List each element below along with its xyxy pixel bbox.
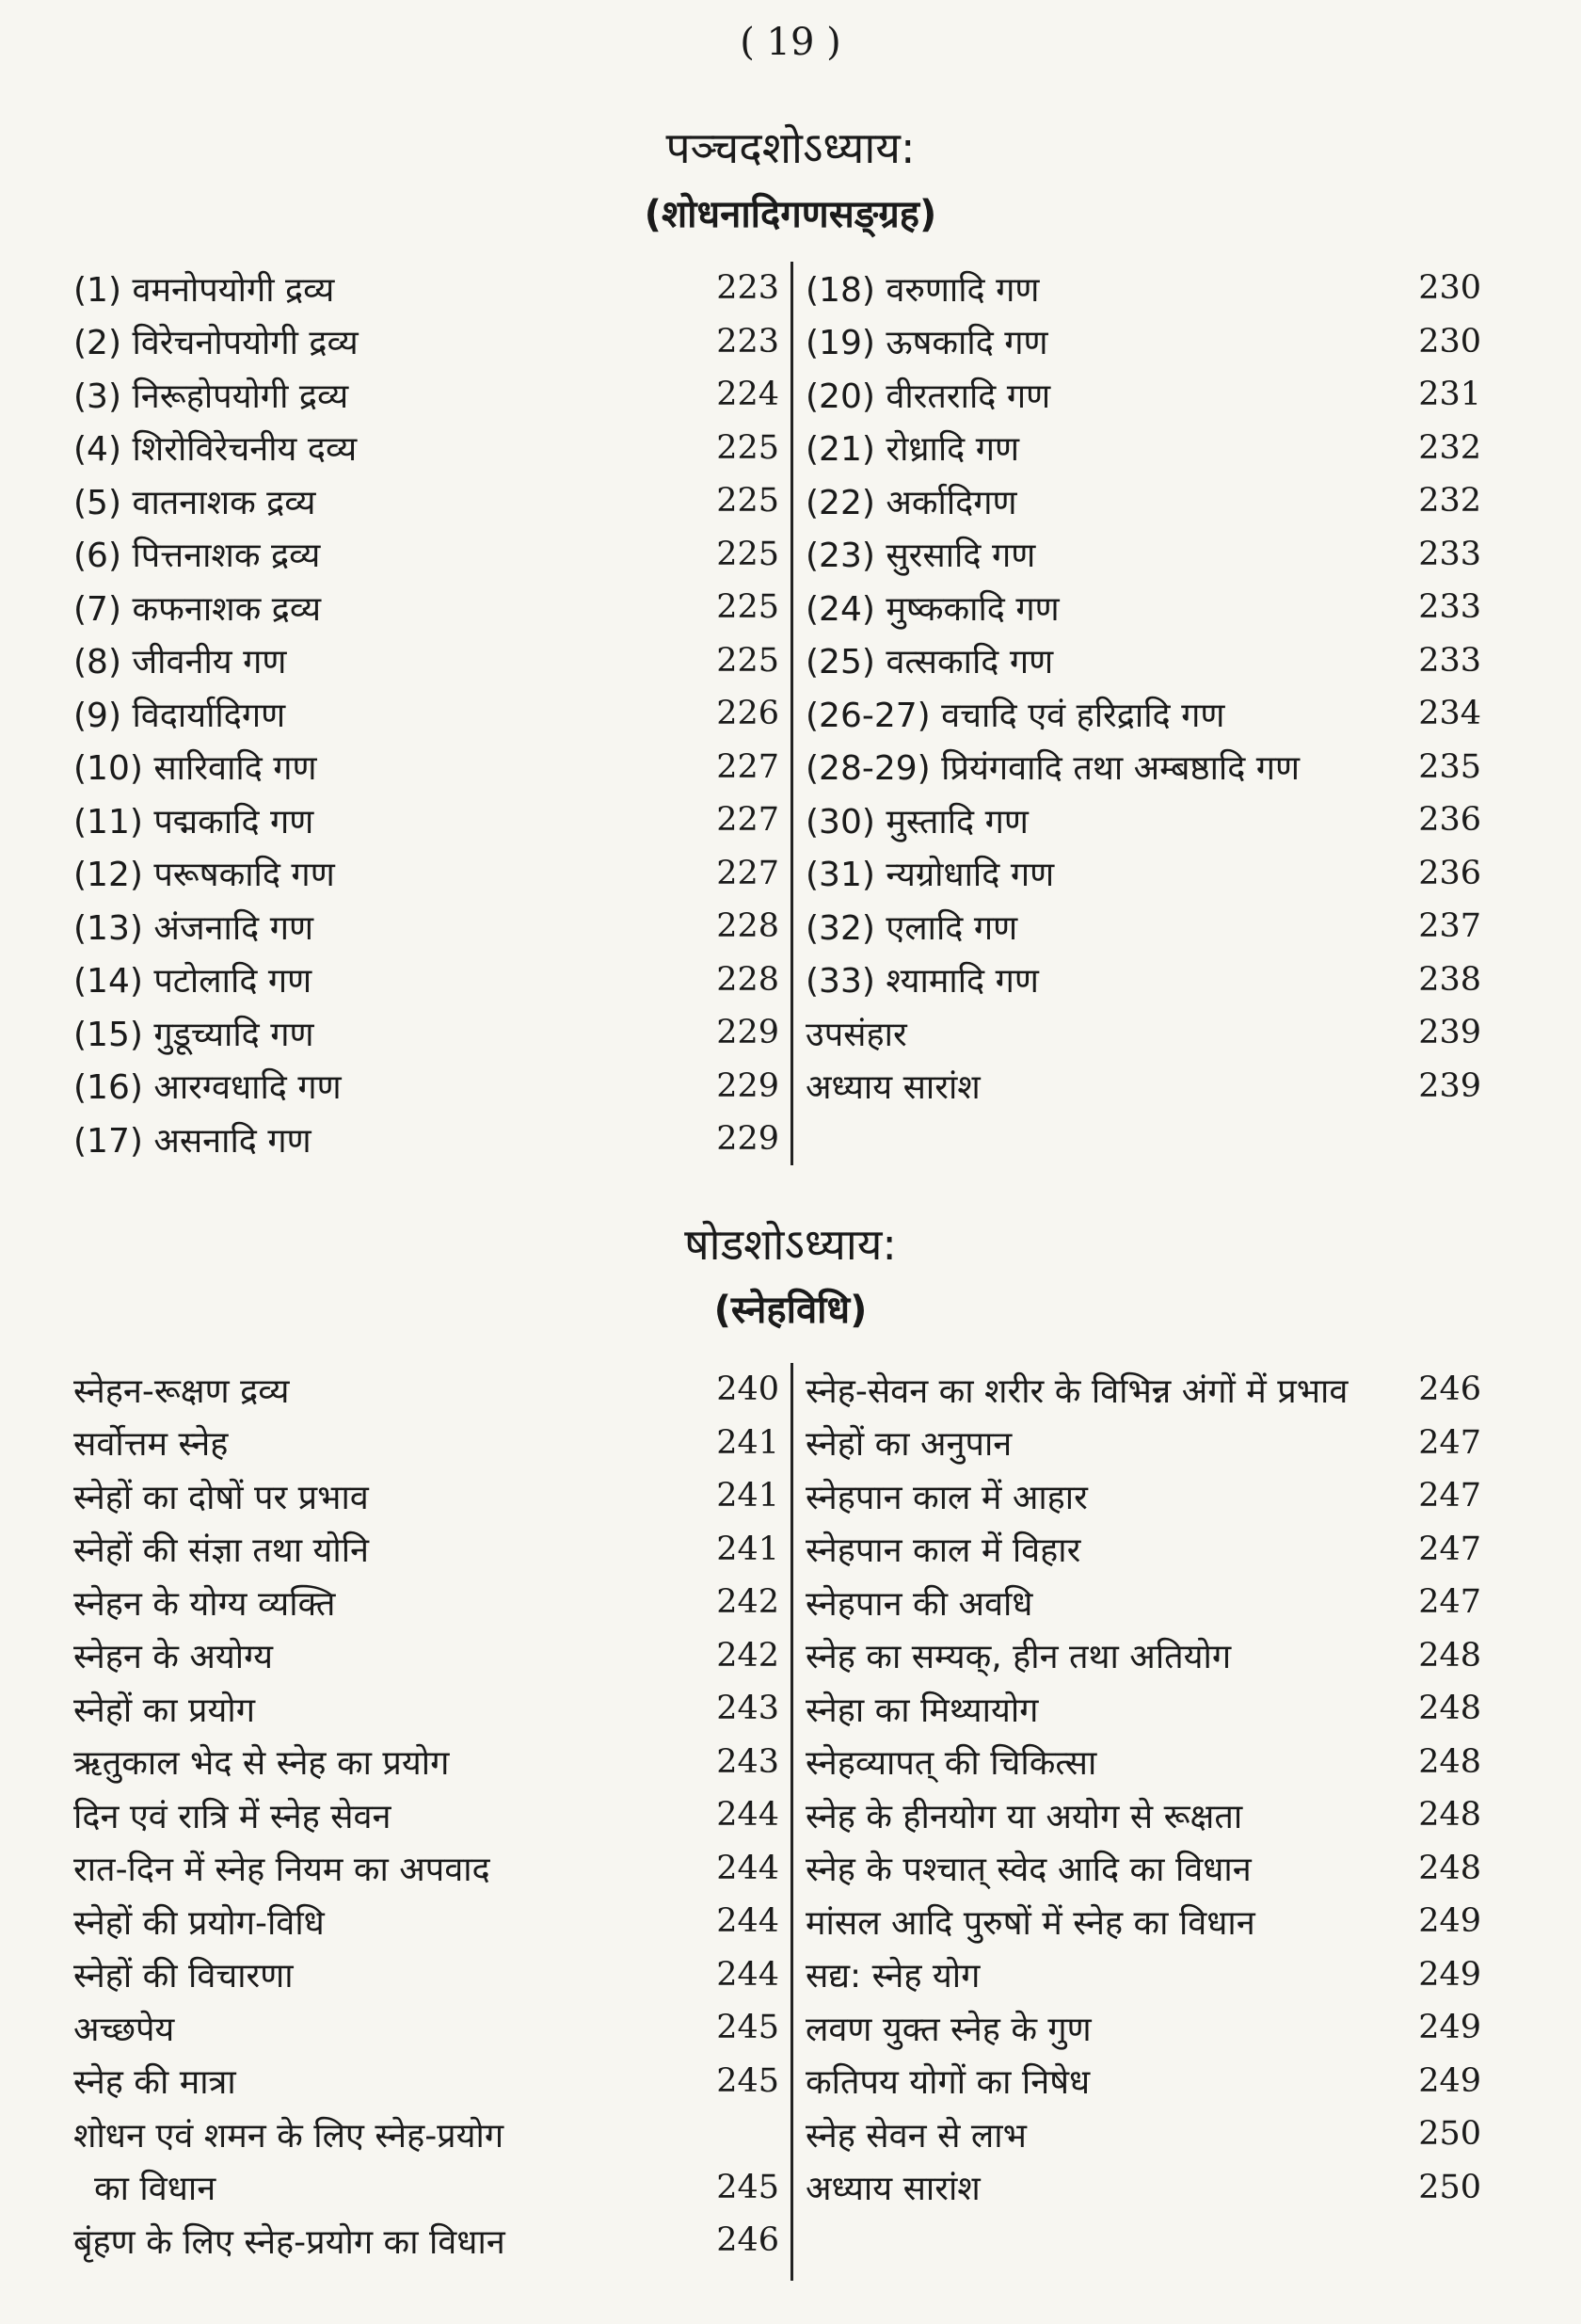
toc-entry-label: (2) विरेचनोपयोगी द्रव्य (73, 324, 359, 363)
toc-entry-page: 239 (1418, 1066, 1481, 1105)
toc-entry-label: स्नेह सेवन से लाभ (806, 2116, 1027, 2156)
page-number: ( 19 ) (740, 21, 841, 64)
toc-entry-page: 248 (1418, 1636, 1481, 1675)
toc-entry-page: 249 (1418, 1955, 1481, 1994)
toc-entry (66, 1523, 790, 1577)
toc-entry (66, 528, 790, 582)
toc-entry-label: (9) विदार्यादिगण (73, 696, 286, 735)
toc-entry (790, 954, 1515, 1007)
toc-entry-label: स्नेह का सम्यक्, हीन तथा अतियोग (806, 1638, 1232, 1677)
toc-entry (66, 793, 790, 847)
toc-entry (66, 2055, 790, 2108)
toc-entry-page: 238 (1418, 960, 1481, 999)
toc-entry-page: 223 (716, 269, 779, 308)
toc-entry (66, 634, 790, 688)
chapter-16-subtitle: (स्नेहविधि) (713, 1289, 868, 1332)
toc-entry-label: स्नेहों का अनुपान (806, 1425, 1013, 1465)
toc-entry-label: (16) आरग्वधादि गण (73, 1068, 342, 1108)
toc-entry-label: (24) मुष्ककादि गण (806, 589, 1060, 629)
toc-entry-label: (28-29) प्रियंगवादि तथा अम्बष्ठादि गण (806, 749, 1301, 789)
chapter-16-toc (66, 1363, 1515, 2268)
toc-entry (66, 474, 790, 528)
toc-entry (790, 1736, 1515, 1789)
toc-entry (790, 1060, 1515, 1114)
toc-entry (790, 581, 1515, 634)
toc-entry-label: (5) वातनाशक द्रव्य (73, 483, 316, 522)
toc-entry-page: 249 (1418, 2061, 1481, 2100)
toc-entry (66, 687, 790, 741)
toc-entry (790, 900, 1515, 954)
toc-entry-label: (20) वीरतरादि गण (806, 377, 1051, 416)
toc-entry (790, 1682, 1515, 1736)
toc-entry (66, 2001, 790, 2055)
toc-entry (790, 1895, 1515, 1948)
toc-entry-label: कतिपय योगों का निषेध (806, 2063, 1091, 2103)
toc-entry-label: स्नेह-सेवन का शरीर के विभिन्न अंगों में प्रभाव (806, 1371, 1349, 1411)
toc-entry (66, 581, 790, 634)
toc-entry-label: (10) सारिवादि गण (73, 749, 317, 789)
toc-entry-page: 227 (716, 747, 779, 786)
toc-entry (66, 1006, 790, 1060)
toc-entry-label: स्नेहन के अयोग्य (73, 1638, 274, 1677)
toc-entry-label: (17) असनादि गण (73, 1121, 311, 1161)
toc-entry-label: स्नेहा का मिथ्यायोग (806, 1691, 1039, 1730)
toc-entry-label: (4) शिरोविरेचनीय दव्य (73, 430, 358, 470)
toc-entry-label: सर्वोत्तम स्नेह (73, 1425, 229, 1465)
toc-entry-page: 226 (716, 695, 779, 733)
toc-entry-label: (11) पद्मकादि गण (73, 802, 314, 841)
toc-entry-label: दिन एवं रात्रि में स्नेह सेवन (73, 1797, 391, 1836)
toc-entry-page: 235 (1418, 747, 1481, 786)
toc-entry-label: (12) परूषकादि गण (73, 856, 335, 895)
toc-entry-page: 247 (1418, 1530, 1481, 1568)
toc-entry-page: 232 (1418, 428, 1481, 467)
toc-entry-page: 225 (716, 428, 779, 467)
toc-entry-page: 225 (716, 641, 779, 680)
toc-entry-page: 233 (1418, 641, 1481, 680)
toc-entry-label: (19) ऊषकादि गण (806, 324, 1048, 363)
toc-entry-label: (18) वरुणादि गण (806, 270, 1040, 310)
toc-entry (790, 1948, 1515, 2002)
toc-entry (790, 474, 1515, 528)
toc-entry-page: 239 (1418, 1014, 1481, 1052)
toc-entry-label: स्नेहों की प्रयोग-विधि (73, 1903, 325, 1943)
toc-entry-page: 228 (716, 960, 779, 999)
toc-entry-label: लवण युक्त स्नेह के गुण (806, 2010, 1092, 2049)
toc-entry (790, 687, 1515, 741)
toc-entry-label: (14) पटोलादि गण (73, 962, 312, 1002)
toc-entry (790, 1629, 1515, 1683)
toc-entry (66, 1682, 790, 1736)
toc-entry-label: (30) मुस्तादि गण (806, 802, 1029, 841)
toc-entry-page: 230 (1418, 322, 1481, 361)
toc-right-column (790, 1363, 1515, 2268)
toc-entry-label: स्नेहों की संज्ञा तथा योनि (73, 1531, 370, 1571)
toc-entry-label: (13) अंजनादि गण (73, 908, 314, 948)
toc-entry (66, 2108, 790, 2161)
toc-entry (790, 315, 1515, 369)
toc-entry (790, 422, 1515, 475)
toc-entry (66, 262, 790, 315)
toc-entry (790, 1523, 1515, 1577)
toc-entry-page: 248 (1418, 1690, 1481, 1728)
toc-entry (66, 422, 790, 475)
toc-entry-page: 248 (1418, 1849, 1481, 1887)
toc-entry (66, 1629, 790, 1683)
toc-entry-page: 228 (716, 907, 779, 946)
toc-entry-page: 250 (1418, 2115, 1481, 2154)
toc-entry-label: स्नेहन-रूक्षण द्रव्य (73, 1371, 290, 1411)
toc-entry (790, 368, 1515, 422)
toc-entry-label: स्नेहन के योग्य व्यक्ति (73, 1584, 336, 1624)
chapter-15-toc (66, 262, 1515, 1166)
toc-entry-label: स्नेह की मात्रा (73, 2063, 236, 2103)
toc-entry-label: (21) रोध्रादि गण (806, 430, 1020, 470)
toc-entry-page: 247 (1418, 1423, 1481, 1462)
toc-entry (790, 847, 1515, 901)
toc-entry-label: स्नेहपान की अवधि (806, 1584, 1033, 1624)
toc-entry-label: रात-दिन में स्नेह नियम का अपवाद (73, 1851, 490, 1890)
toc-entry-page: 245 (716, 2061, 779, 2100)
toc-entry-page: 236 (1418, 854, 1481, 892)
toc-entry (66, 1469, 790, 1523)
toc-entry-label: स्नेह के हीनयोग या अयोग से रूक्षता (806, 1797, 1243, 1836)
toc-entry (790, 1417, 1515, 1470)
toc-entry-label: ऋतुकाल भेद से स्नेह का प्रयोग (73, 1744, 450, 1784)
toc-entry-label: का विधान (94, 2170, 216, 2209)
toc-entry-page: 243 (716, 1742, 779, 1781)
toc-entry (66, 1576, 790, 1629)
toc-entry-label: (8) जीवनीय गण (73, 643, 287, 682)
toc-entry (66, 2161, 790, 2215)
toc-entry (790, 1788, 1515, 1842)
toc-entry-page: 225 (716, 588, 779, 627)
toc-entry-page: 233 (1418, 535, 1481, 573)
toc-entry-label: (6) पित्तनाशक द्रव्य (73, 537, 321, 576)
chapter-15-subtitle: (शोधनादिगणसङ्ग्रह) (644, 193, 937, 236)
toc-entry-page: 223 (716, 322, 779, 361)
toc-entry-page: 229 (716, 1066, 779, 1105)
toc-entry-page: 240 (716, 1370, 779, 1409)
toc-entry-label: स्नेहों की विचारणा (73, 1957, 294, 1996)
toc-entry-label: शोधन एवं शमन के लिए स्नेह-प्रयोग (73, 2116, 504, 2156)
toc-entry-page: 230 (1418, 269, 1481, 308)
toc-entry-page: 229 (716, 1120, 779, 1159)
toc-entry-page: 244 (716, 1955, 779, 1994)
toc-entry-page: 246 (716, 2221, 779, 2260)
toc-entry (790, 1006, 1515, 1060)
toc-entry (790, 262, 1515, 315)
toc-entry-page: 241 (716, 1530, 779, 1568)
toc-entry (66, 847, 790, 901)
toc-entry-label: (31) न्यग्रोधादि गण (806, 856, 1055, 895)
toc-entry-label: स्नेह के पश्चात् स्वेद आदि का विधान (806, 1851, 1252, 1890)
toc-entry (66, 1417, 790, 1470)
toc-entry (790, 1469, 1515, 1523)
toc-entry (66, 900, 790, 954)
toc-entry (790, 741, 1515, 794)
toc-entry-page: 246 (1418, 1370, 1481, 1409)
toc-entry-page: 244 (716, 1796, 779, 1835)
toc-entry-label: (1) वमनोपयोगी द्रव्य (73, 270, 335, 310)
toc-entry (790, 2001, 1515, 2055)
toc-entry-page: 245 (716, 2009, 779, 2047)
toc-entry (790, 793, 1515, 847)
toc-entry-label: सद्य: स्नेह योग (806, 1957, 981, 1996)
toc-entry-page: 244 (716, 1849, 779, 1887)
toc-entry-label: स्नेहपान काल में आहार (806, 1478, 1088, 1517)
toc-entry-page: 248 (1418, 1742, 1481, 1781)
toc-entry-label: (7) कफनाशक द्रव्य (73, 589, 322, 629)
toc-entry-page: 242 (716, 1583, 779, 1622)
toc-entry-page: 225 (716, 535, 779, 573)
toc-entry-label: (26-27) वचादि एवं हरिद्रादि गण (806, 696, 1225, 735)
toc-entry-label: स्नेहपान काल में विहार (806, 1531, 1081, 1571)
toc-entry-page: 236 (1418, 801, 1481, 840)
toc-entry-label: (22) अर्कादिगण (806, 483, 1017, 522)
toc-entry (66, 368, 790, 422)
toc-entry (66, 1113, 790, 1166)
toc-entry-label: (23) सुरसादि गण (806, 537, 1036, 576)
toc-entry-label: स्नेहों का दोषों पर प्रभाव (73, 1478, 369, 1517)
toc-left-column (66, 1363, 790, 2268)
chapter-15-title: पञ्चदशोऽध्याय: (665, 122, 916, 173)
chapter-16-title: षोडशोऽध्याय: (684, 1219, 897, 1270)
toc-entry-page: 234 (1418, 695, 1481, 733)
toc-entry (66, 1060, 790, 1114)
toc-entry (66, 954, 790, 1007)
toc-entry-page: 232 (1418, 482, 1481, 521)
toc-entry-page: 231 (1418, 376, 1481, 414)
toc-entry-label: (33) श्यामादि गण (806, 962, 1039, 1002)
toc-entry (790, 528, 1515, 582)
toc-entry-page: 247 (1418, 1477, 1481, 1515)
toc-entry-page: 224 (716, 376, 779, 414)
toc-entry-label: स्नेहों का प्रयोग (73, 1691, 255, 1730)
toc-entry (66, 1736, 790, 1789)
toc-entry-label: स्नेहव्यापत् की चिकित्सा (806, 1744, 1097, 1784)
toc-entry (790, 2161, 1515, 2215)
toc-entry-label: अध्याय सारांश (806, 1068, 981, 1108)
toc-entry (790, 1576, 1515, 1629)
toc-entry-page: 225 (716, 482, 779, 521)
toc-entry-label: मांसल आदि पुरुषों में स्नेह का विधान (806, 1903, 1255, 1943)
toc-entry-page: 242 (716, 1636, 779, 1675)
toc-entry-page: 241 (716, 1477, 779, 1515)
toc-entry (66, 741, 790, 794)
toc-left-column (66, 262, 790, 1166)
toc-entry-label: (32) एलादि गण (806, 908, 1018, 948)
toc-entry-page: 233 (1418, 588, 1481, 627)
toc-right-column (790, 262, 1515, 1166)
toc-entry-page: 227 (716, 801, 779, 840)
toc-entry (66, 315, 790, 369)
toc-entry-page: 248 (1418, 1796, 1481, 1835)
toc-entry (66, 1948, 790, 2002)
toc-entry-label: (15) गुडूच्यादि गण (73, 1015, 314, 1054)
toc-entry-label: बृंहण के लिए स्नेह-प्रयोग का विधान (73, 2222, 505, 2262)
toc-entry (790, 2055, 1515, 2108)
toc-entry (790, 2108, 1515, 2161)
toc-entry (66, 1842, 790, 1896)
toc-entry-page: 250 (1418, 2168, 1481, 2206)
toc-entry (66, 1788, 790, 1842)
toc-entry-page: 245 (716, 2168, 779, 2206)
toc-entry-label: अच्छपेय (73, 2010, 175, 2049)
toc-entry-label: अध्याय सारांश (806, 2170, 981, 2209)
toc-entry (66, 1895, 790, 1948)
toc-entry (790, 1363, 1515, 1417)
toc-entry-page: 249 (1418, 1902, 1481, 1941)
toc-entry-page: 247 (1418, 1583, 1481, 1622)
toc-entry-page: 243 (716, 1690, 779, 1728)
toc-entry-page: 244 (716, 1902, 779, 1941)
toc-entry (790, 634, 1515, 688)
toc-entry-page: 237 (1418, 907, 1481, 946)
toc-entry-label: (25) वत्सकादि गण (806, 643, 1054, 682)
toc-entry-page: 227 (716, 854, 779, 892)
toc-entry (790, 1842, 1515, 1896)
toc-entry-page: 229 (716, 1014, 779, 1052)
toc-entry-page: 241 (716, 1423, 779, 1462)
toc-entry-label: (3) निरूहोपयोगी द्रव्य (73, 377, 349, 416)
toc-entry-page: 249 (1418, 2009, 1481, 2047)
toc-entry (66, 1363, 790, 1417)
toc-entry-label: उपसंहार (806, 1015, 907, 1054)
toc-entry (66, 2214, 790, 2268)
